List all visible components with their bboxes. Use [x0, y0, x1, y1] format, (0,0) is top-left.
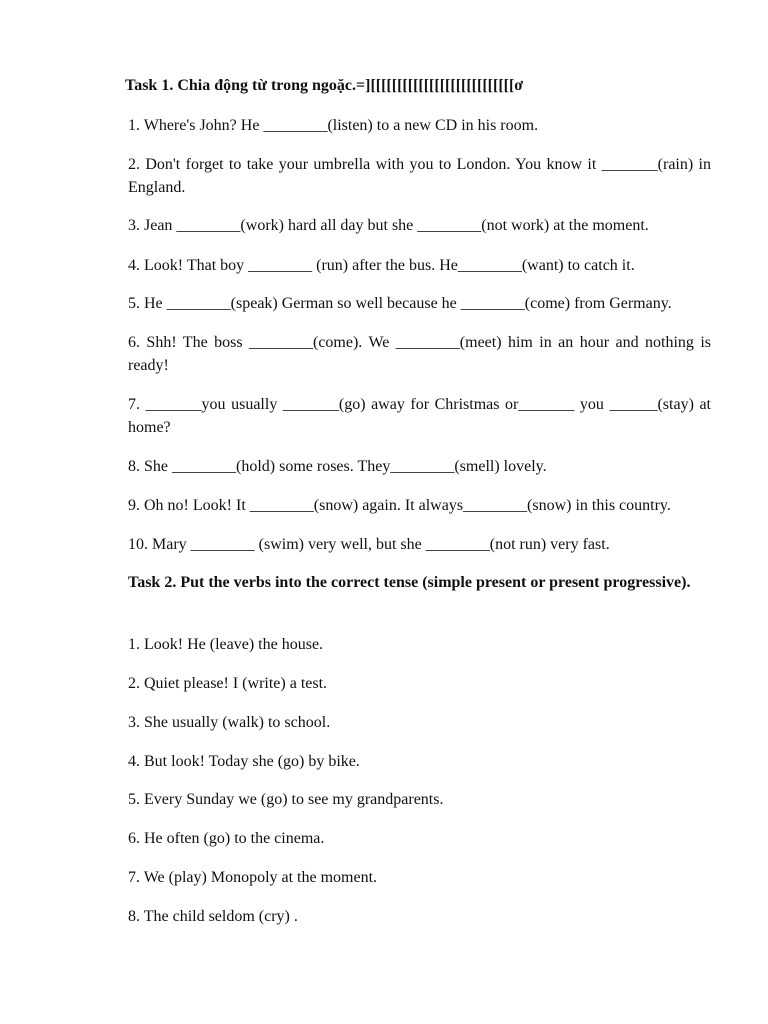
- task2-item-1: 1. Look! He (leave) the house.: [128, 636, 324, 653]
- task1-heading: Task 1. Chia động từ trong ngoặc.=][[[[[[[[[[[[[[[[[[[[[[[[[[[ơ: [125, 77, 524, 94]
- task2-item-6: 6. He often (go) to the cinema.: [128, 830, 325, 847]
- task1-item-9: 9. Oh no! Look! It ________(snow) again. It always________(snow) in this country.: [128, 497, 671, 514]
- task1-item-4: 4. Look! That boy ________ (run) after the bus. He________(want) to catch it.: [128, 257, 635, 274]
- task2-item-4: 4. But look! Today she (go) by bike.: [128, 753, 360, 770]
- task2-heading: Task 2. Put the verbs into the correct tense (simple present or present progressive).: [128, 574, 691, 591]
- task2-item-7: 7. We (play) Monopoly at the moment.: [128, 869, 378, 886]
- task1-item-7: 7. _______you usually _______(go) away for Christmas or_______ you ______(stay) at home?: [128, 396, 711, 436]
- task1-item-1: 1. Where's John? He ________(listen) to a new CD in his room.: [128, 117, 539, 134]
- task2-item-3: 3. She usually (walk) to school.: [128, 714, 331, 731]
- task1-item-3: 3. Jean ________(work) hard all day but she ________(not work) at the moment.: [128, 217, 649, 234]
- task1-item-6: 6. Shh! The boss ________(come). We ________(meet) him in an hour and nothing is ready!: [128, 334, 711, 374]
- task2-item-5: 5. Every Sunday we (go) to see my grandparents.: [128, 791, 444, 808]
- task2-item-8: 8. The child seldom (cry) .: [128, 908, 298, 925]
- task1-item-8: 8. She ________(hold) some roses. They________(smell) lovely.: [128, 458, 547, 475]
- task2-item-2: 2. Quiet please! I (write) a test.: [128, 675, 328, 692]
- task1-item-10: 10. Mary ________ (swim) very well, but she ________(not run) very fast.: [128, 536, 610, 553]
- task1-item-5: 5. He ________(speak) German so well because he ________(come) from Germany.: [128, 295, 672, 312]
- task1-item-2: 2. Don't forget to take your umbrella with you to London. You know it _______(rain) in England.: [128, 156, 711, 196]
